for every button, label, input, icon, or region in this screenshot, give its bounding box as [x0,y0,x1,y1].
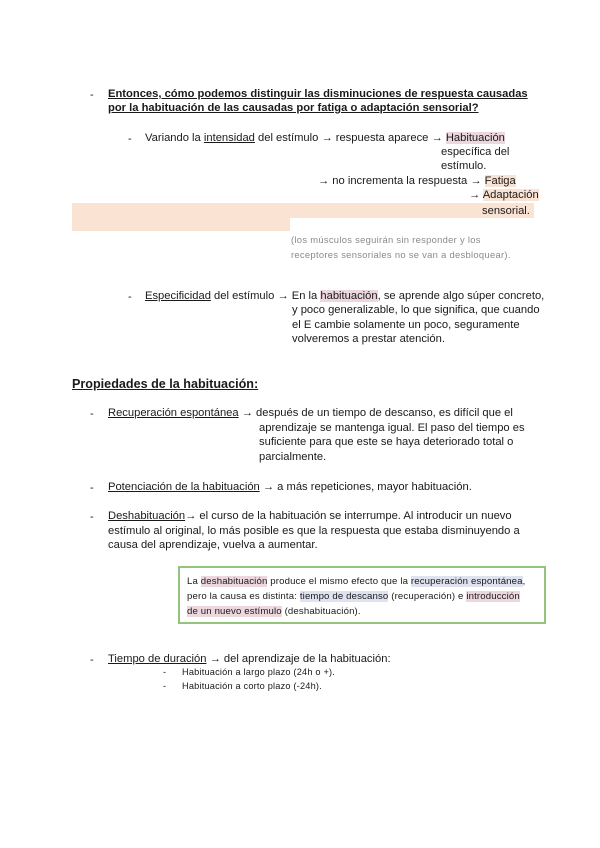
recuperacion-highlight: recuperación espontánea [410,576,523,587]
recuperacion-line-4: parcialmente. [259,451,327,463]
sub-bullet-dash: - [163,681,167,691]
callout-line-2 [187,589,520,605]
potenciacion-line [108,480,472,495]
recuperacion-line [108,406,513,421]
habituacion-highlight: Habituación [445,132,505,144]
intensidad-term: intensidad [203,132,255,144]
recuperacion-line-3: suficiente para que este se haya deteriorado total o [259,436,514,448]
bullet-dash: - [90,89,94,101]
tiempo-highlight: tiempo de descanso [299,591,389,602]
intensidad-cont-1: específica del [441,146,510,158]
highlight-band [72,203,534,218]
highlight-band [72,218,290,231]
bullet-dash: - [90,482,94,494]
no-increment-line [318,174,516,189]
bullet-dash: - [128,291,132,303]
tiempo-item: Habituación a largo plazo (24h o +). [182,667,336,677]
deshabituacion-line-3: causa del aprendizaje, vuelva a aumentar. [108,539,318,551]
callout-text: La [187,576,201,587]
sensorial-text: sensorial. [482,205,530,217]
especificidad-line [145,289,544,304]
recuperacion-arrow: → [238,407,257,419]
callout-text: , [522,576,526,587]
especificidad-line-4: volveremos a prestar atención. [292,333,445,345]
bullet-dash: - [128,133,132,145]
introduccion-highlight: introducción [466,591,520,602]
callout-box [178,566,546,624]
habituacion-highlight: habituación [320,290,378,302]
adaptacion-highlight: Adaptación [482,189,539,201]
adaptacion-line [469,188,539,203]
intensidad-mid: del estímulo → respuesta aparece → [254,132,446,144]
especificidad-term: Especificidad [145,290,211,302]
sub-bullet-dash: - [163,667,167,677]
especificidad-mid: del estímulo → En la [210,290,321,302]
deshabituacion-line-2: estímulo al original, lo más posible es que la respuesta que estaba disminuyendo a [108,525,520,537]
especificidad-line-3: el E cambie solamente un poco, seguramente [292,319,520,331]
potenciacion-text: → a más repeticiones, mayor habituación. [259,481,472,493]
callout-text: (recuperación) e [388,591,467,602]
deshabituacion-term: Deshabituación [108,510,186,522]
recuperacion-term: Recuperación espontánea [108,407,239,419]
callout-line-3 [187,604,361,620]
callout-line-1 [187,574,525,590]
intensidad-pre: Variando la [145,132,204,144]
introduccion-highlight: de un nuevo estímulo [187,606,282,617]
callout-text: produce el mismo efecto que la [267,576,411,587]
deshabituacion-line [108,509,512,524]
recuperacion-line-2: aprendizaje se mantenga igual. El paso del tiempo es [259,422,525,434]
no-increment-text: → no incrementa la respuesta → [318,175,485,187]
deshabituacion-highlight: deshabituación [200,576,268,587]
tiempo-line [108,652,391,667]
recuperacion-text: después de un tiempo de descanso, es difícil que el [256,407,513,419]
especificidad-line-2: y poco generalizable, lo que significa, que cuando [292,304,540,316]
potenciacion-term: Potenciación de la habituación [108,481,260,493]
intensidad-line [145,131,505,146]
note-line-2: receptores sensoriales no se van a desbloquear). [291,249,511,260]
bullet-dash: - [90,408,94,420]
tiempo-item: Habituación a corto plazo (-24h). [182,681,322,691]
especificidad-rest: , se aprende algo súper concreto, [377,290,545,302]
intensidad-cont-2: estímulo. [441,160,487,172]
section-title: Propiedades de la habituación: [72,377,259,391]
fatiga-highlight: Fatiga [484,175,516,187]
callout-text: (deshabituación). [281,606,361,617]
tiempo-text: → del aprendizaje de la habituación: [206,653,391,665]
bullet-dash: - [90,654,94,666]
bullet-dash: - [90,511,94,523]
adaptacion-arrow: → [469,189,483,201]
callout-text: pero la causa es distinta: [187,591,300,602]
question-line-1: Entonces, cómo podemos distinguir las disminuciones de respuesta causadas [108,88,528,100]
tiempo-term: Tiempo de duración [108,653,207,665]
deshabituacion-text: → el curso de la habituación se interrumpe. Al introducir un nuevo [185,510,512,522]
note-line-1: (los músculos seguirán sin responder y los [291,234,481,245]
question-line-2: por la habituación de las causadas por fatiga o adaptación sensorial? [108,102,479,114]
